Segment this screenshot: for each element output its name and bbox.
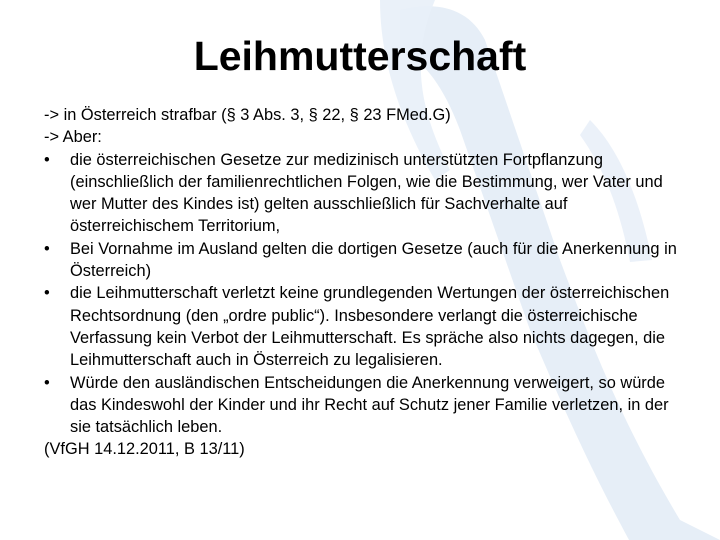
- citation: (VfGH 14.12.2011, B 13/11): [44, 440, 245, 459]
- bullet-symbol: •: [44, 373, 50, 392]
- bullet-text: die Leihmutterschaft verletzt keine grundlegenden Wertungen der österreichischen Rechtsordnung (den „ordre public“). Insbesondere verlangt die österreichische Verfassung kein Verbot der Leihmutterschaft. Es spräche also nichts dagegen, die Leihmutterschaft auch in Österreich zu legalisieren.: [70, 284, 670, 370]
- slide-title: Leihmutterschaft: [193, 33, 527, 79]
- intro-line-1: -> in Österreich strafbar (§ 3 Abs. 3, § 22, § 23 FMed.G): [44, 106, 451, 124]
- bullet-symbol: •: [44, 150, 50, 169]
- intro-line-2: -> Aber:: [44, 128, 102, 147]
- bullet-text: Würde den ausländischen Entscheidungen die Anerkennung verweigert, so würde das Kindeswohl der Kinder und ihr Recht auf Schutz jener Familie verletzen, in der sie tatsächlich leben.: [70, 373, 669, 437]
- bullet-symbol: •: [44, 239, 50, 258]
- bullet-text: Bei Vornahme im Ausland gelten die dortigen Gesetze (auch für die Anerkennung in Österreich): [70, 239, 677, 281]
- bullet-text: die österreichischen Gesetze zur medizinisch unterstützten Fortpflanzung (einschließlich der familienrechtlichen Folgen, wie die Bestimmung, wer Vater und wer Mutter des Kindes ist) gelten ausschließlich für Sachverhalte auf österreichischem Territorium,: [70, 150, 663, 236]
- bullet-item-3: [44, 282, 682, 371]
- bullet-item-1: [44, 149, 682, 238]
- bullet-symbol: •: [44, 284, 50, 303]
- bullet-item-4: [44, 372, 682, 439]
- bullet-item-2: [44, 238, 682, 283]
- slide-body: [44, 104, 684, 461]
